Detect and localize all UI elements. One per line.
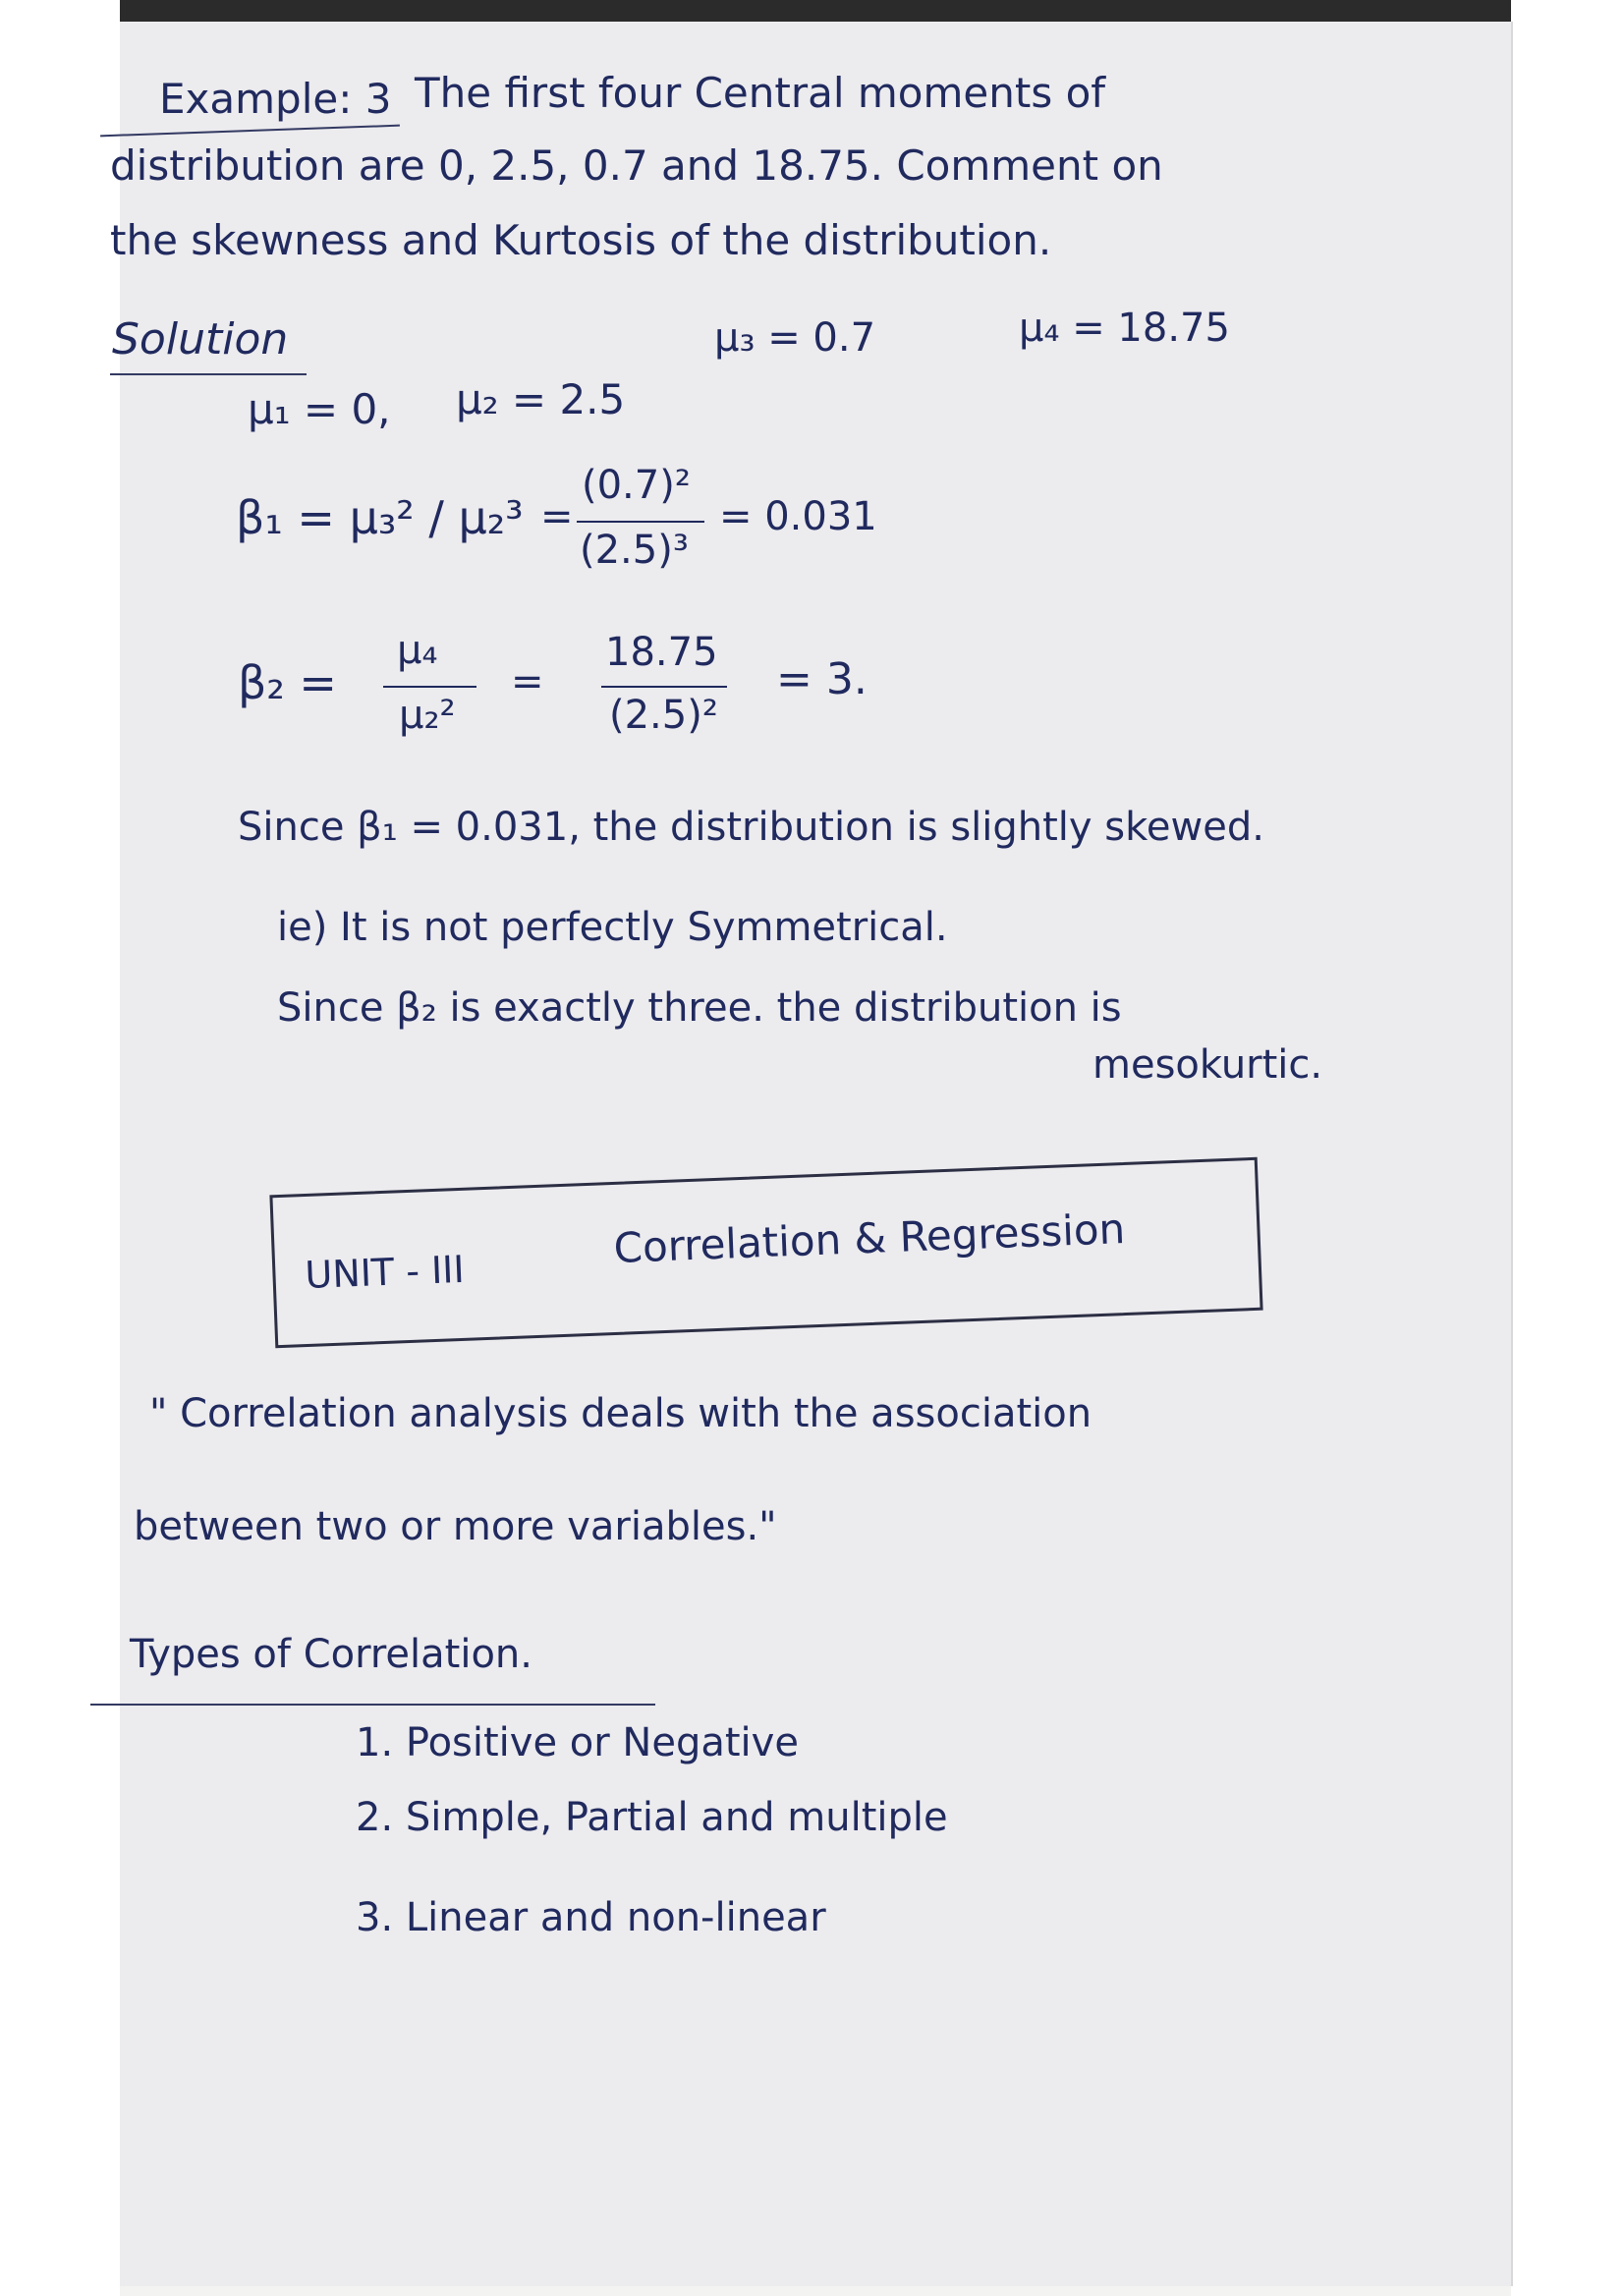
beta2-denominator: (2.5)² xyxy=(609,693,718,738)
unit-title: Correlation & Regression xyxy=(612,1204,1127,1272)
beta1-formula: β₁ = μ₃² / μ₂³ xyxy=(236,491,524,544)
beta1-equals: = xyxy=(540,494,574,539)
top-edge xyxy=(0,0,1624,22)
mu3-value: μ₃ = 0.7 xyxy=(714,315,876,361)
conclusion-line-2: ie) It is not perfectly Symmetrical. xyxy=(277,905,948,950)
types-item-3: 3. Linear and non-linear xyxy=(356,1895,826,1940)
beta2-symbolic-numerator: μ₄ xyxy=(397,628,438,673)
beta2-numerator: 18.75 xyxy=(605,630,718,675)
beta2-symbolic-bar xyxy=(383,686,476,688)
conclusion-line-3: Since β₂ is exactly three. the distribution is xyxy=(277,985,1122,1031)
example-heading: Example: 3 xyxy=(159,75,392,123)
beta2-symbolic-denominator: μ₂² xyxy=(399,693,456,738)
right-margin xyxy=(1511,0,1624,2296)
conclusion-line-4: mesokurtic. xyxy=(1092,1042,1323,1088)
solution-heading: Solution xyxy=(112,314,289,364)
beta2-label: β₂ = xyxy=(238,656,337,709)
definition-line-1: " Correlation analysis deals with the association xyxy=(149,1391,1092,1436)
beta1-denominator: (2.5)³ xyxy=(580,528,689,573)
mu2-value: μ₂ = 2.5 xyxy=(456,375,626,423)
beta2-result: = 3. xyxy=(776,654,868,704)
beta1-numerator: (0.7)² xyxy=(582,463,691,508)
unit-title-box xyxy=(269,1157,1262,1349)
types-item-2: 2. Simple, Partial and multiple xyxy=(356,1795,948,1840)
beta2-equals: = xyxy=(511,659,544,704)
example-line-1: The first four Central moments of xyxy=(415,69,1106,117)
definition-line-2: between two or more variables." xyxy=(134,1504,777,1549)
types-underline xyxy=(90,1704,655,1706)
mu1-value: μ₁ = 0, xyxy=(248,385,391,433)
unit-label: UNIT - III xyxy=(304,1247,466,1298)
example-line-2: distribution are 0, 2.5, 0.7 and 18.75. Comment on xyxy=(110,141,1163,190)
types-item-1: 1. Positive or Negative xyxy=(356,1720,799,1765)
example-line-3: the skewness and Kurtosis of the distribution. xyxy=(110,216,1052,264)
mu4-value: μ₄ = 18.75 xyxy=(1019,306,1230,351)
left-margin xyxy=(0,0,120,2296)
notebook-page xyxy=(110,22,1513,2286)
solution-underline xyxy=(110,373,307,375)
types-heading: Types of Correlation. xyxy=(130,1632,532,1677)
conclusion-line-1: Since β₁ = 0.031, the distribution is slightly skewed. xyxy=(238,805,1264,850)
beta1-result: = 0.031 xyxy=(719,494,877,539)
example-underline xyxy=(100,125,400,138)
beta2-fraction-bar xyxy=(601,686,727,688)
beta1-fraction-bar xyxy=(577,521,704,523)
